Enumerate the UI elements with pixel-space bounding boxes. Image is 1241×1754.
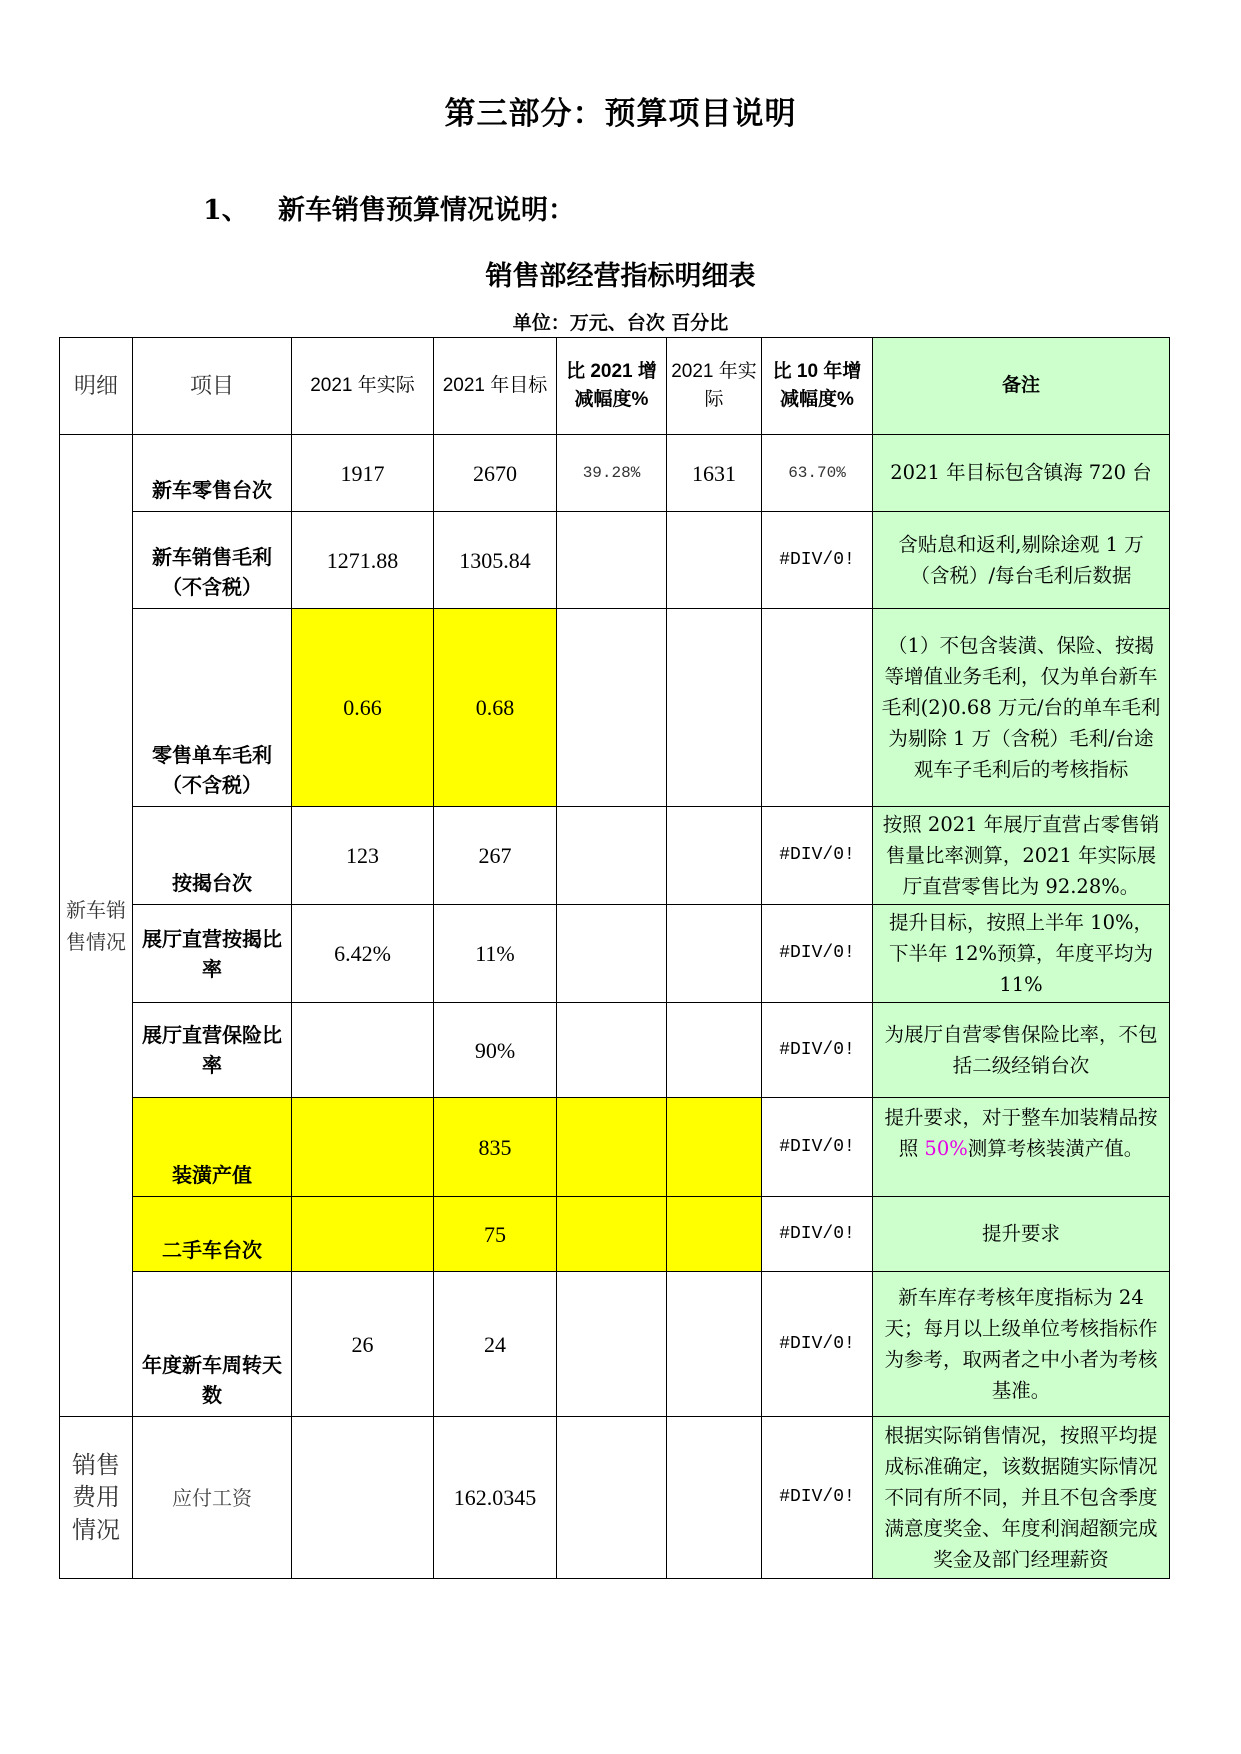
table-title: 销售部经营指标明细表 (485, 261, 756, 292)
row-actual: 0.66 (292, 609, 434, 807)
row-item: 装潢产值 (133, 1098, 292, 1197)
row-item: 二手车台次 (133, 1197, 292, 1272)
row-target: 75 (434, 1197, 557, 1272)
header-target-2021: 2021 年目标 (434, 338, 557, 435)
row-vs-10 (762, 609, 873, 807)
row-vs-10: #DIV/0! (762, 512, 873, 609)
row-vs-10: #DIV/0! (762, 1098, 873, 1197)
header-vs-10: 比 10 年增减幅度% (762, 338, 873, 435)
row-target: 162.0345 (434, 1417, 557, 1579)
section-text: 新车销售预算情况说明： (278, 195, 575, 226)
section-heading (203, 188, 575, 227)
table-row (60, 435, 1170, 512)
row-item: 展厅直营保险比率 (133, 1003, 292, 1098)
header-actual-2021: 2021 年实际 (292, 338, 434, 435)
row-actual-b (667, 1098, 762, 1197)
header-item: 项目 (133, 338, 292, 435)
row-vs-10: #DIV/0! (762, 1417, 873, 1579)
row-vs-2021 (557, 609, 667, 807)
table-row (60, 905, 1170, 1003)
row-item: 应付工资 (133, 1417, 292, 1579)
row-actual-b (667, 1417, 762, 1579)
row-actual-b (667, 609, 762, 807)
table-row (60, 512, 1170, 609)
table-row (60, 1197, 1170, 1272)
table-row (60, 1272, 1170, 1417)
row-actual-b (667, 807, 762, 905)
row-item: 展厅直营按揭比率 (133, 905, 292, 1003)
remark-highlight: 50% (924, 1137, 968, 1161)
row-actual-b: 1631 (667, 435, 762, 512)
row-vs-10: #DIV/0! (762, 1197, 873, 1272)
row-remark: 新车库存考核年度指标为 24 天；每月以上级单位考核指标作为参考，取两者之中小者为考核基准。 (873, 1272, 1170, 1417)
category-expense: 销售费用情况 (60, 1417, 133, 1579)
row-target: 267 (434, 807, 557, 905)
header-row (60, 338, 1170, 435)
row-actual-b (667, 1197, 762, 1272)
row-item: 新车零售台次 (133, 435, 292, 512)
row-actual: 26 (292, 1272, 434, 1417)
row-item: 按揭台次 (133, 807, 292, 905)
row-actual-b (667, 905, 762, 1003)
row-remark: 含贴息和返利,剔除途观 1 万（含税）/每台毛利后数据 (873, 512, 1170, 609)
row-vs-2021 (557, 1272, 667, 1417)
table-row (60, 1098, 1170, 1197)
row-vs-10: #DIV/0! (762, 807, 873, 905)
table-row (60, 1417, 1170, 1579)
row-actual: 6.42% (292, 905, 434, 1003)
row-vs-10: #DIV/0! (762, 905, 873, 1003)
row-remark: 按照 2021 年展厅直营占零售销售量比率测算，2021 年实际展厅直营零售比为 92.28%。 (873, 807, 1170, 905)
row-remark: 根据实际销售情况，按照平均提成标准确定，该数据随实际情况不同有所不同，并且不包含季度满意度奖金、年度利润超额完成奖金及部门经理薪资 (873, 1417, 1170, 1579)
row-item: 年度新车周转天数 (133, 1272, 292, 1417)
row-vs-2021 (557, 1098, 667, 1197)
row-actual (292, 1197, 434, 1272)
row-vs-2021 (557, 905, 667, 1003)
page-title: 第三部分：预算项目说明 (444, 96, 797, 132)
row-vs-2021 (557, 1197, 667, 1272)
row-target: 1305.84 (434, 512, 557, 609)
row-actual: 1917 (292, 435, 434, 512)
table-row (60, 609, 1170, 807)
header-actual-2021-b: 2021 年实际 (667, 338, 762, 435)
row-vs-2021 (557, 1003, 667, 1098)
row-item: 零售单车毛利（不含税） (133, 609, 292, 807)
row-vs-2021 (557, 807, 667, 905)
row-target: 24 (434, 1272, 557, 1417)
table-row (60, 1003, 1170, 1098)
row-actual (292, 1098, 434, 1197)
row-remark: 提升要求 (873, 1197, 1170, 1272)
row-target: 11% (434, 905, 557, 1003)
category-new-car: 新车销售情况 (60, 435, 133, 1417)
row-vs-10: #DIV/0! (762, 1003, 873, 1098)
table-row (60, 807, 1170, 905)
header-remark: 备注 (873, 338, 1170, 435)
row-actual-b (667, 1272, 762, 1417)
remark-text-b: 测算考核装潢产值。 (967, 1137, 1144, 1161)
row-remark (873, 1098, 1170, 1197)
row-target: 0.68 (434, 609, 557, 807)
row-actual: 123 (292, 807, 434, 905)
header-detail: 明细 (60, 338, 133, 435)
row-actual (292, 1417, 434, 1579)
row-target: 90% (434, 1003, 557, 1098)
indicator-table (59, 337, 1170, 1579)
row-target: 2670 (434, 435, 557, 512)
row-remark: 2021 年目标包含镇海 720 台 (873, 435, 1170, 512)
row-target: 835 (434, 1098, 557, 1197)
row-actual-b (667, 512, 762, 609)
header-vs-2021: 比 2021 增减幅度% (557, 338, 667, 435)
row-vs-2021 (557, 1417, 667, 1579)
row-vs-10: #DIV/0! (762, 1272, 873, 1417)
remark-text-a: 提升要求，对于整车加装精品按照 (884, 1106, 1158, 1161)
row-remark: （1）不包含装潢、保险、按揭等增值业务毛利，仅为单台新车毛利(2)0.68 万元/台的单车毛利为剔除 1 万（含税）毛利/台途观车子毛利后的考核指标 (873, 609, 1170, 807)
row-vs-2021 (557, 512, 667, 609)
row-vs-2021: 39.28% (557, 435, 667, 512)
row-actual-b (667, 1003, 762, 1098)
section-number: 1、 (203, 195, 249, 226)
unit-label: 单位：万元、台次 百分比 (512, 312, 729, 334)
row-vs-10: 63.70% (762, 435, 873, 512)
row-actual: 1271.88 (292, 512, 434, 609)
row-remark: 为展厅自营零售保险比率，不包括二级经销台次 (873, 1003, 1170, 1098)
row-remark: 提升目标，按照上半年 10%，下半年 12%预算，年度平均为 11% (873, 905, 1170, 1003)
row-item: 新车销售毛利（不含税） (133, 512, 292, 609)
row-actual (292, 1003, 434, 1098)
